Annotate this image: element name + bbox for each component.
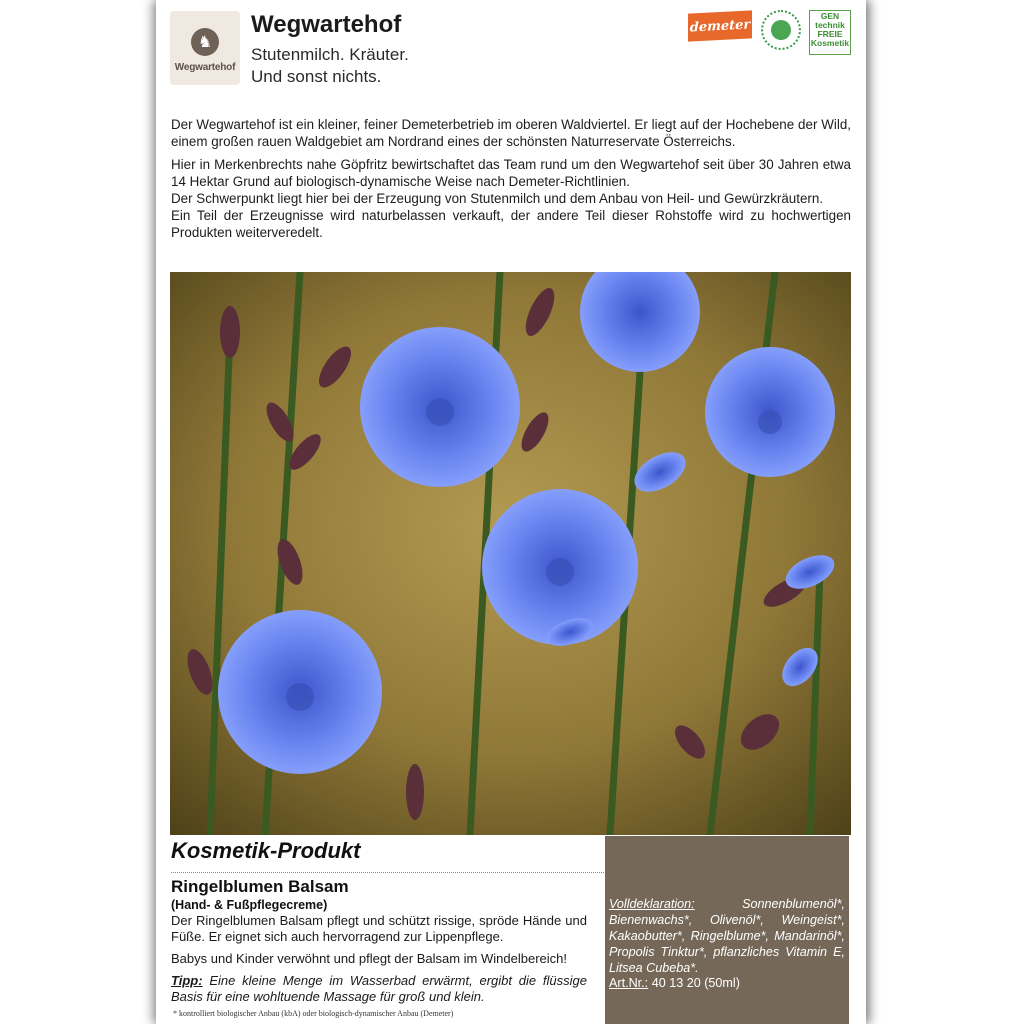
product-category: Kosmetik-Produkt — [171, 838, 361, 863]
declaration-label: Volldeklaration: — [609, 897, 695, 911]
divider — [171, 872, 604, 873]
product-description-1: Der Ringelblumen Balsam pflegt und schützt rissige, spröde Hände und Füße. Er eignet sich auch hervorragend zur Lippenpflege. — [171, 913, 587, 944]
article-number — [609, 976, 740, 990]
product-description-2: Babys und Kinder verwöhnt und pflegt der Balsam im Windelbereich! — [171, 951, 567, 966]
product-sheet — [156, 0, 866, 1024]
product-tip — [171, 973, 587, 1005]
tip-text: Eine kleine Menge im Wasserbad erwärmt, ergibt die flüssige Basis für eine wohltuende Massage für groß und klein. — [171, 973, 587, 1004]
chicory-flowers-photo — [170, 272, 851, 835]
bio-seal-icon — [761, 10, 801, 50]
intro-paragraph-4: Ein Teil der Erzeugnisse wird naturbelassen verkauft, der andere Teil dieser Rohstoffe wird zu hochwertigen Produkten weiterveredelt. — [171, 208, 851, 240]
demeter-logo: demeter — [688, 10, 752, 41]
product-name: Ringelblumen Balsam — [171, 877, 349, 896]
product-description — [171, 913, 587, 1011]
product-subtitle: (Hand- & Fußpflegecreme) — [171, 898, 328, 912]
tagline-line-1: Stutenmilch. Kräuter. — [251, 45, 409, 64]
intro-paragraph-1: Der Wegwartehof ist ein kleiner, feiner Demeterbetrieb im oberen Waldviertel. Er liegt auf der Hochebene der Wild, einem großen rauen Waldgebiet am Nordrand eines der schönsten Naturreservate Österreichs. — [171, 117, 851, 149]
article-value: 40 13 20 (50ml) — [651, 976, 740, 990]
gentechnik-freie-logo: GEN technik FREIE Kosmetik — [809, 10, 851, 55]
brand-title: Wegwartehof — [251, 11, 402, 38]
footnote: * kontrolliert biologischer Anbau (kbA) oder biologisch-dynamischer Anbau (Demeter) — [173, 1009, 454, 1018]
tip-label: Tipp: — [171, 973, 203, 988]
tagline — [251, 44, 409, 88]
intro-paragraph-3: Der Schwerpunkt liegt hier bei der Erzeugung von Stutenmilch und dem Anbau von Heil- und Gewürzkräutern. — [171, 191, 824, 206]
tagline-line-2: Und sonst nichts. — [251, 67, 382, 86]
declaration-box — [605, 836, 849, 1024]
declaration-text — [609, 896, 845, 976]
horse-icon: ♞ — [191, 28, 219, 56]
article-label: Art.Nr.: — [609, 976, 649, 990]
brand-logo — [170, 11, 240, 85]
intro-paragraph-2: Hier in Merkenbrechts nahe Göpfritz bewirtschaftet das Team rund um den Wegwartehof seit über 30 Jahren etwa 14 Hektar Grund auf biologisch-dynamische Weise nach Demeter-Richtlinien. — [171, 157, 851, 189]
declaration-ingredients: Sonnenblumenöl*, Bienenwachs*, Olivenöl*, Weingeist*, Kakaobutter*, Ringelblume*, Mandarinöl*, Propolis Tinktur*, pflanzliches Vitamin E, Litsea Cubeba*. — [609, 897, 845, 975]
logo-text: Wegwartehof — [174, 61, 236, 73]
intro-text — [171, 116, 851, 241]
